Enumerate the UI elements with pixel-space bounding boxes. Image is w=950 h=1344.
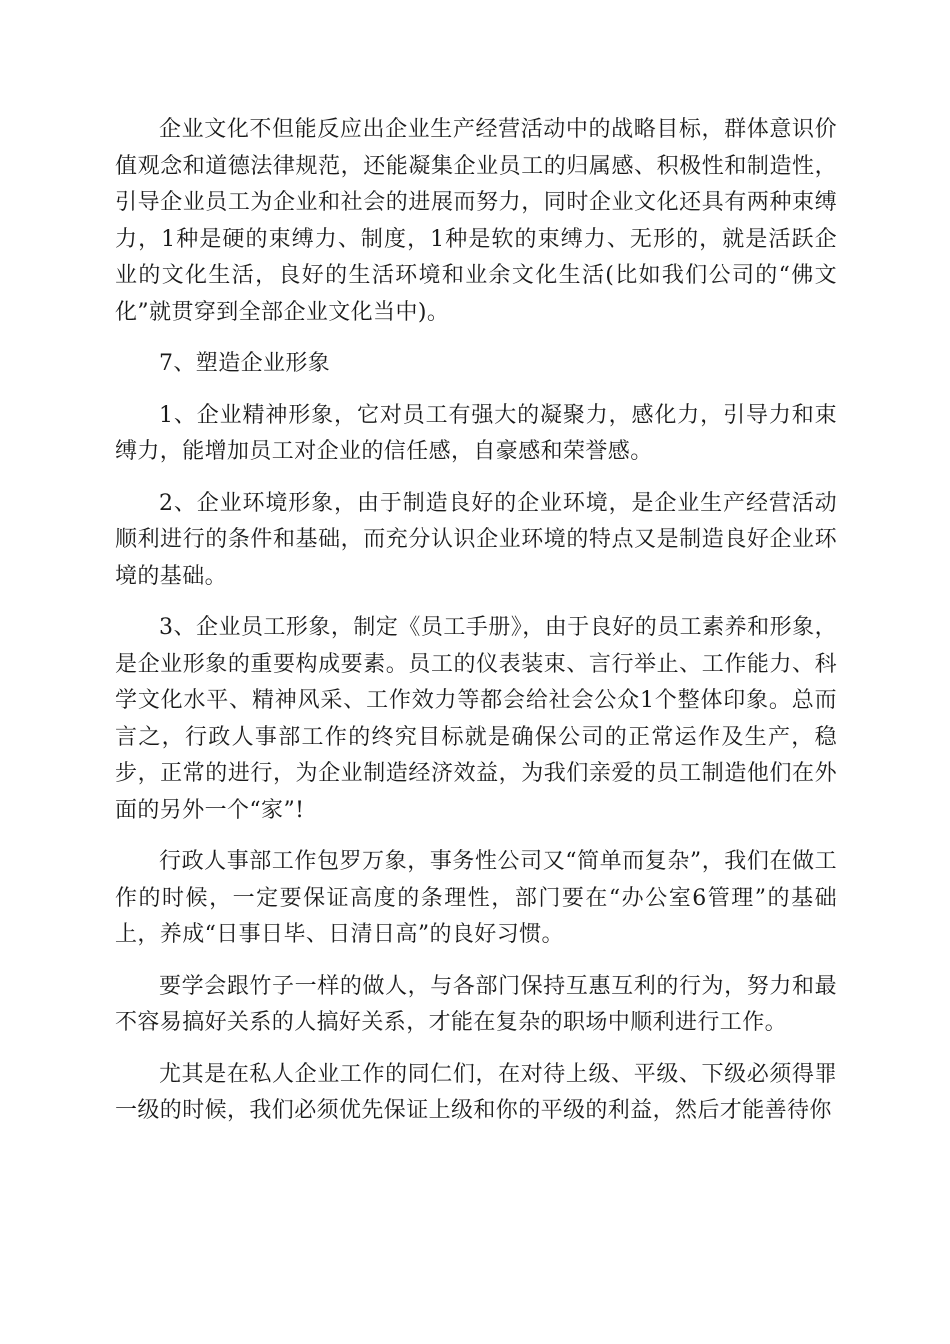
- paragraph-admin-work: 行政人事部工作包罗万象，事务性公司又“简单而复杂”，我们在做工作的时候，一定要保证高度的条理性，部门要在“办公室6管理”的基础上，养成“日事日毕、日清日高”的良好习惯。: [115, 849, 837, 947]
- paragraph-employee-image: 3、企业员工形象，制定《员工手册》，由于良好的员工素养和形象，是企业形象的重要构成要素。员工的仪表装束、言行举止、工作能力、科学文化水平、精神风采、工作效力等都会给社会公众1个整体印象。总而言之，行政人事部工作的终究目标就是确保公司的正常运作及生产，稳步，正常的进行，为企业制造经济效益，为我们亲爱的员工制造他们在外面的另外一个“家”!: [115, 615, 837, 823]
- paragraph-environment-image: 2、企业环境形象，由于制造良好的企业环境，是企业生产经营活动顺利进行的条件和基础，而充分认识企业环境的特点又是制造良好企业环境的基础。: [115, 490, 837, 589]
- paragraph-bamboo-principle: 要学会跟竹子一样的做人，与各部门保持互惠互利的行为，努力和最不容易搞好关系的人搞好关系，才能在复杂的职场中顺利进行工作。: [115, 973, 837, 1035]
- paragraph-private-enterprise: 尤其是在私人企业工作的同仁们，在对待上级、平级、下级必须得罪一级的时候，我们必须优先保证上级和你的平级的利益，然后才能善待你: [115, 1061, 837, 1123]
- paragraph-spirit-image: 1、企业精神形象，它对员工有强大的凝聚力，感化力，引导力和束缚力，能增加员工对企业的信任感，自豪感和荣誉感。: [115, 402, 837, 464]
- document-body: [115, 112, 837, 1145]
- section-heading-corporate-image: 7、塑造企业形象: [159, 351, 331, 376]
- paragraph-corporate-culture: 企业文化不但能反应出企业生产经营活动中的战略目标，群体意识价值观念和道德法律规范，还能凝集企业员工的归属感、积极性和制造性，引导企业员工为企业和社会的进展而努力，同时企业文化还具有两种束缚力，1种是硬的束缚力、制度，1种是软的束缚力、无形的，就是活跃企业的文化生活，良好的生活环境和业余文化生活(比如我们公司的“佛文化”就贯穿到全部企业文化当中)。: [115, 117, 837, 325]
